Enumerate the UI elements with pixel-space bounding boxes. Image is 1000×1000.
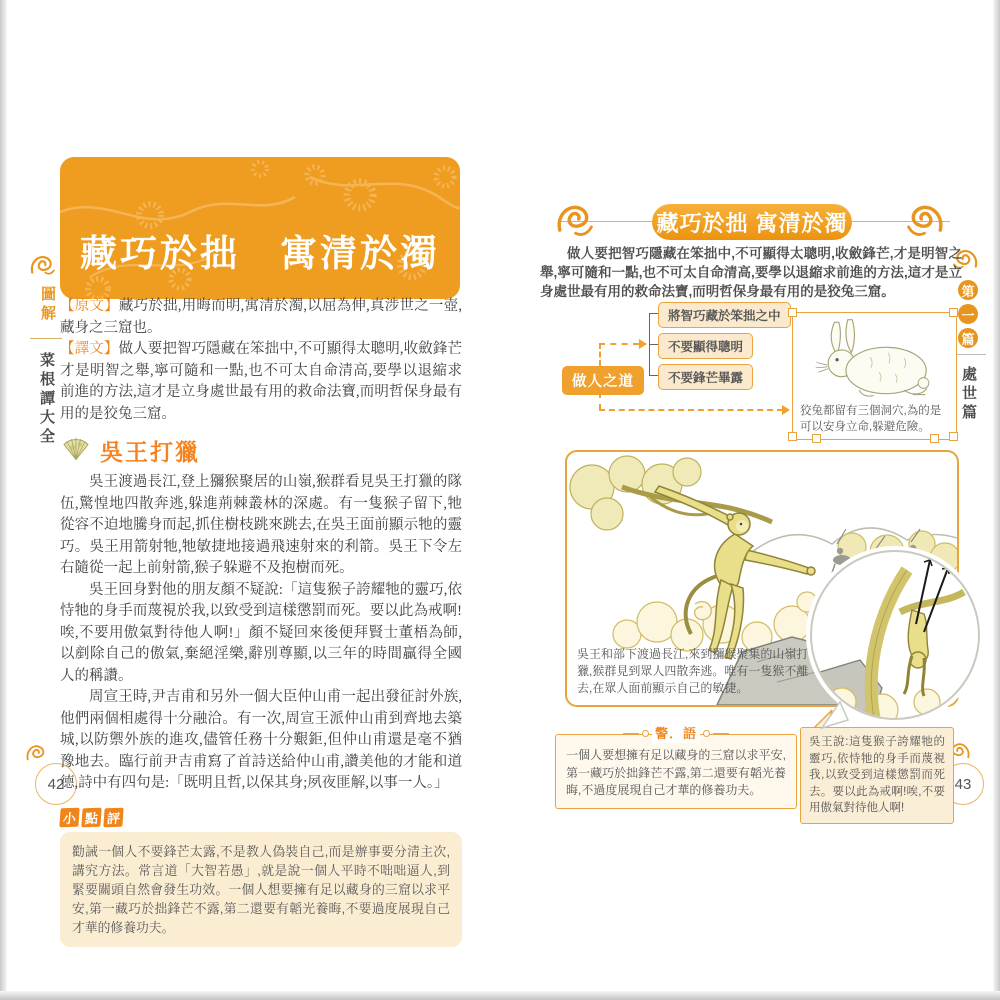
chapter-banner <box>60 157 460 299</box>
flow-branch: 不要顯得聰明 <box>658 333 753 359</box>
flow-arrow <box>782 405 790 415</box>
flow-connector <box>599 343 601 366</box>
monkey-shot-illustration <box>812 552 978 718</box>
comment-label-char: 小 <box>59 807 79 827</box>
inset-detail-circle <box>810 550 980 720</box>
title-ornament-right-icon <box>906 200 946 238</box>
flow-arrow <box>639 339 647 349</box>
label-line <box>623 733 639 734</box>
flow-bracket-stub <box>649 313 658 314</box>
page-edge-left <box>0 0 7 1000</box>
frame-corner-knob <box>788 432 797 441</box>
warning-box <box>555 726 797 809</box>
rabbit-illustration <box>795 317 954 399</box>
original-label: 【原文】 <box>60 298 119 314</box>
story-paragraph: 吳王回身對他的朋友顏不疑說:「這隻猴子誇耀牠的靈巧,依恃牠的身手而蔑視於我,以致受到這樣懲罰而死。要以此為戒啊!唉,不要用傲氣對待他人啊!」顏不疑回來後便拜賢士董梧為師,以剷除自己的傲氣,棄絕淫樂,辭別尊顯,以三年的時間贏得全國人的稱讚。 <box>60 581 462 684</box>
original-text: 藏巧於拙,用晦而明,寓清於濁,以屈為伸,真涉世之一壺,藏身之三窟也。 <box>60 298 463 336</box>
warning-label: 警．語 <box>652 725 700 743</box>
comment-label-char: 點 <box>81 807 101 827</box>
rabbit-figure-frame <box>792 312 957 440</box>
flow-root-box: 做人之道 <box>562 366 644 395</box>
flow-branch: 將智巧藏於笨拙之中 <box>658 302 791 328</box>
frame-corner-knob <box>949 308 958 317</box>
page-number-right: 43 <box>942 763 984 805</box>
comment-label-tiles <box>60 808 462 827</box>
intro-paragraph: 做人要把智巧隱藏在笨拙中,不可顯得太聰明,收斂鋒芒,才是明智之舉,寧可隨和一點,也不可太自命清高,要學以退縮求前進的方法,這才是立身處世最有用的救命法寶,而明哲保身最有用的是狡兔三窟。 <box>540 246 962 299</box>
flow-bracket-stub <box>649 344 658 345</box>
label-dot <box>642 730 649 737</box>
scene-caption: 吳王和部下渡過長江,來到獼猴聚集的山嶺打獵,猴群見到眾人四散奔逃。唯有一隻猴不離去,在眾人面前顯示自己的敏捷。 <box>577 647 809 695</box>
chapter-char: 一 <box>958 304 978 324</box>
inset-circle-tail <box>820 700 854 730</box>
section-label-vertical: 處世篇 <box>960 366 977 423</box>
translation-text-block <box>60 339 462 425</box>
page-edge-right <box>993 0 1000 1000</box>
comment-box: 勸誡一個人不要鋒芒太露,不是教人偽裝自己,而是辦事要分清主次,講究方法。常言道「大智若愚」,就是說一個人平時不咄咄逼人,到緊要關頭自然會發生功效。一個人想要擁有足以藏身的三窟以求平安,第一藏巧於拙鋒芒不露,第二還要有韜光養晦,不要過度展現自己才華的修養功夫。 <box>60 832 462 947</box>
rabbit-caption: 狡兔都留有三個洞穴,為的是可以安身立命,躲避危險。 <box>800 405 942 433</box>
page-title: 藏巧於拙 寓清於濁 <box>652 204 852 240</box>
original-text-block <box>60 296 462 339</box>
flow-connector <box>599 343 639 345</box>
left-page-text-column <box>60 296 462 947</box>
swirl-ornament-icon <box>28 252 56 278</box>
flow-branch: 不要鋒芒畢露 <box>658 364 753 390</box>
page-edge-bottom <box>0 991 1000 1000</box>
story-paragraph: 吳王渡過長江,登上獼猴聚居的山嶺,猴群看見吳王打獵的隊伍,驚惶地四散奔逃,躲進荊棘叢林的深處。有一隻猴子留下,牠從容不迫地騰身而起,抓住樹枝跳來跳去,在吳王面前顯示牠的靈巧。吳王用箭射牠,牠敏捷地接過飛速射來的利箭。吳王下令左右隨從一起上前射箭,猴子躲避不及抱樹而死。 <box>60 474 462 576</box>
sidebar-divider <box>30 338 62 339</box>
translation-label: 【譯文】 <box>60 341 119 357</box>
king-speech-box: 吳王說:這隻猴子誇耀牠的靈巧,依恃牠的身手而蔑視我,以致受到這樣懲罰而死去。要以此為戒啊!唉,不要用傲氣對待他人啊! <box>800 727 954 824</box>
warning-text: 一個人要想擁有足以藏身的三窟以求平安,第一藏巧於拙鋒芒不露,第二還要有韜光養晦,不過度展現自己才華的修養功夫。 <box>566 748 786 797</box>
series-label: 圖解 <box>39 286 56 324</box>
flow-bracket-stub <box>649 375 658 376</box>
story-paragraph: 周宣王時,尹吉甫和另外一個大臣仲山甫一起出發征討外族,他們兩個相處得十分融洽。有一次,周宣王派仲山甫到齊地去築城,以防禦外族的進攻,儘管任務十分艱鉅,但仲山甫還是毫不猶豫地去。臨行前尹吉甫寫了首詩送給仲山甫,讚美他的才能和道德,詩中有四句是:「既明且哲,以保其身;夙夜匪解,以事一人。」 <box>60 689 462 791</box>
swirl-ornament-icon <box>24 742 48 764</box>
comment-label-char: 評 <box>103 807 123 827</box>
frame-corner-knob <box>949 432 958 441</box>
book-title-vertical: 菜根譚大全 <box>38 352 55 447</box>
fan-icon <box>60 435 92 467</box>
story-heading: 吳王打獵 <box>100 439 200 465</box>
translation-text: 做人要把智巧隱藏在笨拙中,不可顯得太聰明,收斂鋒芒才是明智之舉,寧可隨和一點,也不可太自命清高,要學以退縮求前進的方法,這才是立身處世最有用的救命法寶,而明哲保身最有用的是狡兔三窟。 <box>60 341 463 422</box>
frame-corner-knob <box>788 308 797 317</box>
label-dot <box>703 730 710 737</box>
chapter-title: 藏巧於拙 寓清於濁 <box>80 234 440 275</box>
chapter-char: 篇 <box>958 328 978 348</box>
label-line <box>713 733 729 734</box>
flow-connector <box>599 409 783 411</box>
story-heading-row <box>60 434 462 467</box>
frame-edge-knob <box>930 434 939 443</box>
page-number-left: 42 <box>35 763 77 805</box>
warning-label-row <box>556 725 796 743</box>
frame-edge-knob <box>812 434 821 443</box>
chapter-char: 第 <box>958 280 978 300</box>
title-ornament-left-icon <box>554 200 594 238</box>
